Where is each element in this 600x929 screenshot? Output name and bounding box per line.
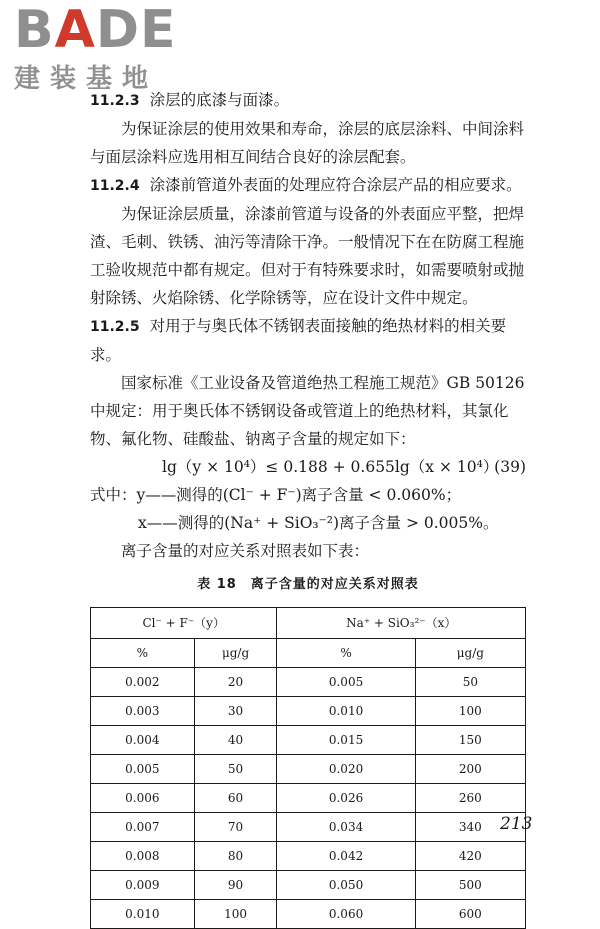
table-cell: 0.003	[91, 697, 195, 726]
column-header: μg/g	[415, 639, 525, 668]
table-cell: 0.020	[277, 755, 415, 784]
table-cell: 0.009	[91, 871, 195, 900]
table-cell: 0.010	[277, 697, 415, 726]
formula-39	[90, 453, 526, 481]
table-cell: 200	[415, 755, 525, 784]
table-cell: 260	[415, 784, 525, 813]
table-cell: 50	[415, 668, 525, 697]
table-row	[91, 842, 526, 871]
page-number: 213	[500, 814, 533, 834]
clause-11-2-3: 11.2.3 涂层的底漆与面漆。	[90, 91, 290, 109]
table-cell: 20	[194, 668, 277, 697]
table-cell: 0.007	[91, 813, 195, 842]
table-cell: 0.034	[277, 813, 415, 842]
ion-content-table	[90, 607, 526, 929]
logo-subtitle: 建装基地	[14, 64, 159, 94]
table-row	[91, 726, 526, 755]
table-intro: 离子含量的对应关系对照表如下表：	[121, 542, 370, 560]
table-row	[91, 871, 526, 900]
paragraph: 为保证涂层的使用效果和寿命，涂层的底层涂料、中间涂料与面层涂料应选用相互间结合良好的涂层配套。	[90, 120, 525, 166]
table-cell: 90	[194, 871, 277, 900]
table-row	[91, 813, 526, 842]
table-cell: 0.006	[91, 784, 195, 813]
page-body	[90, 86, 526, 929]
formula-number: (39)	[494, 458, 526, 476]
table-cell: 60	[194, 784, 277, 813]
table-row	[91, 900, 526, 929]
paragraph: 为保证涂层质量，涂漆前管道与设备的外表面应平整，把焊渣、毛刺、铁锈、油污等清除干净。一般情况下在在防腐工程施工验收规范中都有规定。但对于有特殊要求时，如需要喷射或抛射除锈、火焰除锈、化学除锈等，应在设计文件中规定。	[90, 205, 525, 307]
table-cell: 0.050	[277, 871, 415, 900]
clause-11-2-5: 11.2.5 对用于与奥氏体不锈钢表面接触的绝热材料的相关要求。	[90, 317, 507, 364]
table-title: 表 18 离子含量的对应关系对照表	[197, 577, 419, 592]
formula-expression: lg（y × 10⁴）≤ 0.188 + 0.655lg（x × 10⁴）	[162, 458, 499, 476]
table-cell: 500	[415, 871, 525, 900]
table-cell: 30	[194, 697, 277, 726]
table-cell: 0.042	[277, 842, 415, 871]
table-cell: 0.005	[91, 755, 195, 784]
table-cell: 0.060	[277, 900, 415, 929]
table-cell: 0.015	[277, 726, 415, 755]
logo-wordmark: BADE	[14, 0, 177, 60]
table-row	[91, 784, 526, 813]
definition-y: 式中：y——测得的(Cl⁻ + F⁻)离子含量 < 0.060%；	[90, 486, 462, 504]
table-cell: 70	[194, 813, 277, 842]
table-cell: 40	[194, 726, 277, 755]
clause-11-2-4: 11.2.4 涂漆前管道外表面的处理应符合涂层产品的相应要求。	[90, 176, 522, 194]
table-row	[91, 755, 526, 784]
table-row	[91, 668, 526, 697]
table-cell: 0.010	[91, 900, 195, 929]
group-header-cl-f: Cl⁻ + F⁻（y）	[91, 608, 277, 639]
table-cell: 420	[415, 842, 525, 871]
definition-x: x——测得的(Na⁺ + SiO₃⁻²)离子含量 > 0.005%。	[138, 514, 499, 532]
table-cell: 340	[415, 813, 525, 842]
table-body	[91, 668, 526, 929]
table-cell: 150	[415, 726, 525, 755]
table-cell: 80	[194, 842, 277, 871]
table-cell: 0.008	[91, 842, 195, 871]
table-cell: 0.005	[277, 668, 415, 697]
column-header: %	[277, 639, 415, 668]
table-row	[91, 697, 526, 726]
paragraph: 国家标准《工业设备及管道绝热工程施工规范》GB 50126中规定：用于奥氏体不锈钢设备或管道上的绝热材料，其氯化物、氟化物、硅酸盐、钠离子含量的规定如下：	[90, 374, 525, 448]
table-cell: 100	[415, 697, 525, 726]
brand-logo	[14, 0, 194, 95]
table-cell: 0.002	[91, 668, 195, 697]
group-header-na-sio3: Na⁺ + SiO₃²⁻（x）	[277, 608, 526, 639]
table-cell: 50	[194, 755, 277, 784]
column-header: %	[91, 639, 195, 668]
table-cell: 0.026	[277, 784, 415, 813]
column-header: μg/g	[194, 639, 277, 668]
table-cell: 600	[415, 900, 525, 929]
table-cell: 0.004	[91, 726, 195, 755]
table-cell: 100	[194, 900, 277, 929]
